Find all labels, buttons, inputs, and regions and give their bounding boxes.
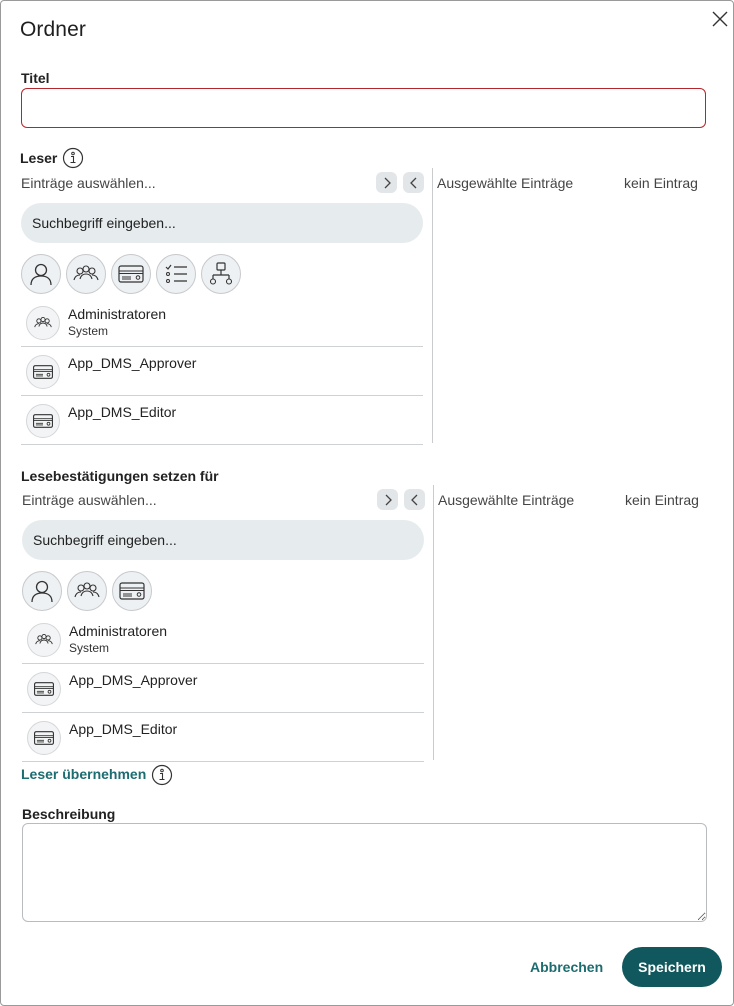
group-icon [26,306,60,340]
readers-picker-hint: Einträge auswählen... [21,175,156,191]
readers-selected-empty: kein Eintrag [624,175,698,191]
chevron-right-icon [382,177,392,189]
list-item[interactable] [21,298,423,347]
read-confirmations-filter-row [22,571,152,611]
list-icon [163,262,189,286]
list-item-subtitle: System [69,641,110,655]
dialog-title: Ordner [20,18,86,41]
adopt-readers-info-icon[interactable] [151,764,173,786]
read-confirmations-picker [22,492,424,762]
chevron-left-icon [409,177,419,189]
filter-group-button[interactable] [67,571,107,611]
read-confirmations-remove-button[interactable] [404,489,425,510]
list-item[interactable] [22,664,424,713]
chevron-right-icon [383,494,393,506]
filter-group-button[interactable] [66,254,106,294]
list-item-name: Administratoren [69,623,168,639]
role-card-icon [117,263,145,285]
readers-list [21,298,423,445]
filter-user-button[interactable] [22,571,62,611]
readers-divider [432,168,433,443]
description-textarea[interactable] [22,823,707,922]
filter-user-button[interactable] [21,254,61,294]
read-confirmations-add-button[interactable] [377,489,398,510]
read-confirmations-selected-empty: kein Eintrag [625,492,699,508]
read-confirmations-picker-hint: Einträge auswählen... [22,492,157,508]
readers-selected-header: Ausgewählte Einträge [437,175,574,191]
close-icon [709,8,731,30]
list-item[interactable] [21,347,423,396]
user-icon [29,578,55,604]
filter-role-button[interactable] [111,254,151,294]
role-card-icon [26,404,60,438]
readers-picker [21,175,423,445]
readers-info-icon[interactable] [62,147,84,169]
user-icon [28,261,54,287]
filter-role-button[interactable] [112,571,152,611]
list-item-name: App_DMS_Editor [69,721,178,737]
chevron-left-icon [410,494,420,506]
list-item-name: App_DMS_Approver [69,672,198,688]
list-item[interactable] [22,615,424,664]
readers-search-input[interactable] [21,203,423,243]
list-item-name: Administratoren [68,306,167,322]
read-confirmations-label: Lesebestätigungen setzen für [21,468,219,484]
read-confirmations-search-input[interactable] [22,520,424,560]
list-item[interactable] [22,713,424,762]
readers-filter-row [21,254,241,294]
readers-label: Leser [20,150,58,166]
adopt-readers-link[interactable]: Leser übernehmen [21,766,147,782]
role-card-icon [27,672,61,706]
list-item[interactable] [21,396,423,445]
title-input[interactable] [21,88,706,128]
role-card-icon [118,580,146,602]
readers-remove-button[interactable] [403,172,424,193]
close-button[interactable] [709,8,731,30]
role-card-icon [26,355,60,389]
list-item-name: App_DMS_Approver [68,355,197,371]
list-item-subtitle: System [68,324,109,338]
org-chart-icon [208,261,234,287]
filter-list-button[interactable] [156,254,196,294]
read-confirmations-divider [433,485,434,760]
group-icon [73,578,101,604]
role-card-icon [27,721,61,755]
filter-org-button[interactable] [201,254,241,294]
save-button[interactable]: Speichern [622,947,722,987]
description-label: Beschreibung [22,806,116,822]
cancel-button[interactable]: Abbrechen [530,959,604,975]
title-label: Titel [21,70,50,86]
read-confirmations-list [22,615,424,762]
read-confirmations-selected-header: Ausgewählte Einträge [438,492,575,508]
group-icon [72,261,100,287]
readers-add-button[interactable] [376,172,397,193]
group-icon [27,623,61,657]
list-item-name: App_DMS_Editor [68,404,177,420]
